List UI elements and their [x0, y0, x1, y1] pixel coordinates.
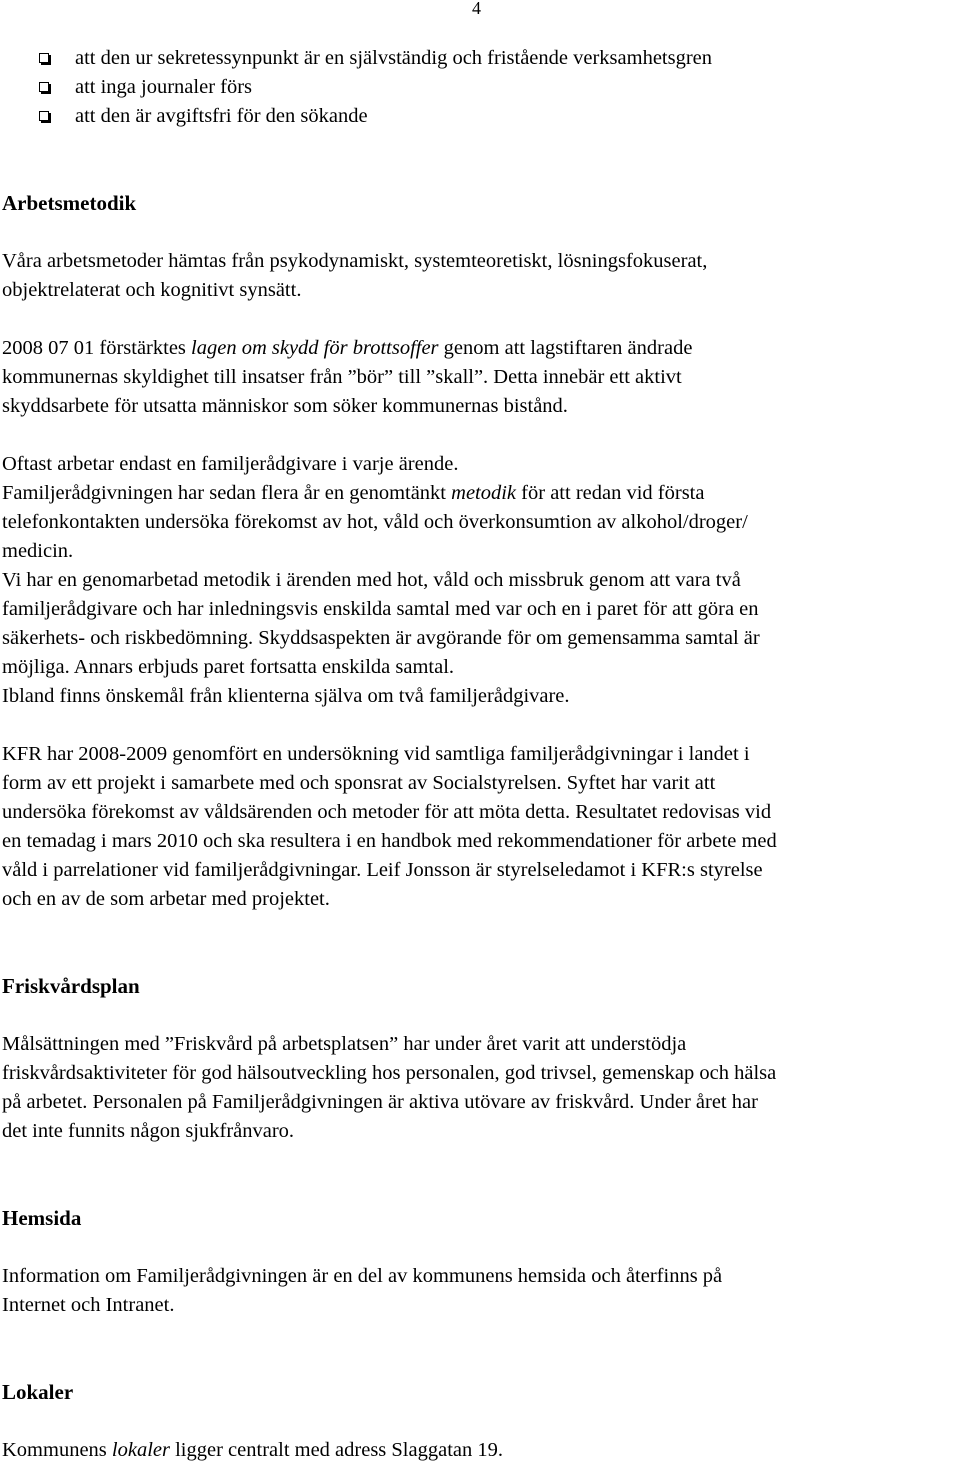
- paragraph-methods: Våra arbetsmetoder hämtas från psykodynamiskt, systemteoretiskt, lösningsfokuserat, objektrelaterat och kognitivt synsätt.: [2, 250, 708, 301]
- paragraph-lokaler: Kommunens lokaler ligger centralt med adress Slaggatan 19.: [2, 1439, 503, 1461]
- list-item: att inga journaler förs: [2, 73, 958, 102]
- paragraph-kfr-project: KFR har 2008-2009 genomfört en undersökning vid samtliga familjerådgivningar i landet i form av ett projekt i samarbete med och sponsrat av Socialstyrelsen. Syftet har varit att undersöka förekomst av våldsärenden och metoder för att möta detta. Resultatet redovisas vid en temadag i mars 2010 och ska resultera i en handbok med rekommendationer för arbete med våld i parrelationer vid familjerådgivningar. Leif Jonsson är styrelseledamot i KFR:s styrelse och en av de som arbetar med projektet.: [2, 743, 777, 910]
- checkbox-bullet-icon: [39, 82, 49, 92]
- document-body: [2, 44, 958, 1465]
- law-name: lagen om skydd för brottsoffer: [191, 337, 439, 359]
- checkbox-bullet-icon: [39, 53, 49, 63]
- section-heading-arbetsmetodik: Arbetsmetodik: [2, 191, 137, 215]
- page-number: 4: [472, 0, 481, 18]
- paragraph-method-details: Oftast arbetar endast en familjerådgivare i varje ärende. Familjerådgivningen har sedan flera år en genomtänkt metodik för att redan vid första telefonkontakten undersöka förekomst av hot, våld och överkonsumtion av alkohol/droger/ medicin. Vi har en genomarbetad metodik i ärenden med hot, våld och missbruk genom att vara två familjerådgivare och har inledningsvis enskilda samtal med var och en i paret för att göra en säkerhets- och riskbedömning. Skyddsaspekten är avgörande för om gemensamma samtal är möjliga. Annars erbjuds paret fortsatta enskilda samtal. Ibland finns önskemål från klienterna själva om två familjerådgivare.: [2, 453, 760, 707]
- section-heading-hemsida: Hemsida: [2, 1206, 82, 1230]
- checkbox-bullet-icon: [39, 111, 49, 121]
- section-heading-lokaler: Lokaler: [2, 1380, 74, 1404]
- list-item: att den är avgiftsfri för den sökande: [2, 102, 958, 131]
- paragraph-friskvard: Målsättningen med ”Friskvård på arbetsplatsen” har under året varit att understödja friskvårdsaktiviteter för god hälsoutveckling hos personalen, god trivsel, gemenskap och hälsa på arbetet. Personalen på Familjerådgivningen är aktiva utövare av friskvård. Under året har det inte funnits någon sjukfrånvaro.: [2, 1033, 777, 1142]
- section-heading-friskvardsplan: Friskvårdsplan: [2, 974, 140, 998]
- paragraph-law: 2008 07 01 förstärktes lagen om skydd för brottsoffer genom att lagstiftaren ändrade kommunernas skyldighet till insatser från ”bör” till ”skall”. Detta innebär ett aktivt skyddsarbete för utsatta människor som söker kommunernas bistånd.: [2, 337, 693, 417]
- paragraph-hemsida: Information om Familjerådgivningen är en del av kommunens hemsida och återfinns på Internet och Intranet.: [2, 1265, 723, 1316]
- list-item: att den ur sekretessynpunkt är en självständig och fristående verksamhetsgren: [2, 44, 958, 73]
- bullet-list: [2, 44, 958, 131]
